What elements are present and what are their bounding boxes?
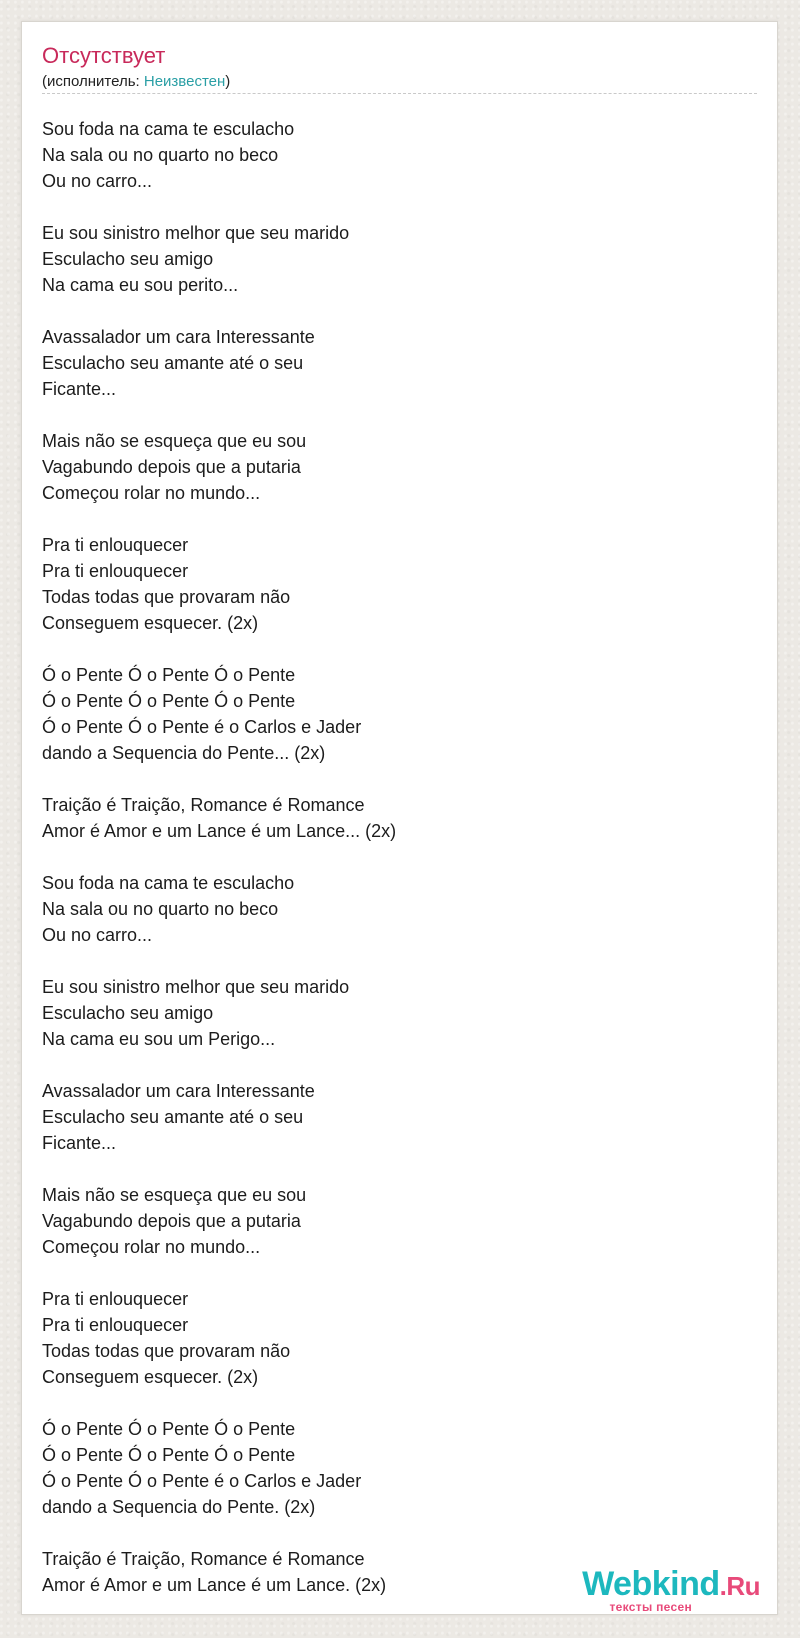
lyrics-line: Pra ti enlouquecer xyxy=(42,561,189,581)
lyrics-line: Ficante... xyxy=(42,379,117,399)
lyrics-line: Na sala ou no quarto no beco xyxy=(42,899,279,919)
lyrics-line: Pra ti enlouquecer xyxy=(42,535,189,555)
lyrics-line: Conseguem esquecer. (2x) xyxy=(42,1367,259,1387)
lyrics-line: Amor é Amor e um Lance é um Lance. (2x) xyxy=(42,1575,387,1595)
lyrics-line: Na sala ou no quarto no beco xyxy=(42,145,279,165)
lyrics-line: Traição é Traição, Romance é Romance xyxy=(42,795,365,815)
lyrics-stanza xyxy=(42,792,396,844)
lyrics-stanza xyxy=(42,1546,396,1598)
lyrics-line: Eu sou sinistro melhor que seu marido xyxy=(42,223,350,243)
lyrics-line: Pra ti enlouquecer xyxy=(42,1315,189,1335)
lyrics-stanza xyxy=(42,428,396,506)
lyrics-line: Começou rolar no mundo... xyxy=(42,1237,261,1257)
lyrics-line: Mais não se esqueça que eu sou xyxy=(42,1185,307,1205)
lyrics-line: dando a Sequencia do Pente... (2x) xyxy=(42,743,326,763)
logo-tagline: тексты песен xyxy=(609,1600,692,1614)
lyrics-line: Na cama eu sou um Perigo... xyxy=(42,1029,276,1049)
lyrics-line: Mais não se esqueça que eu sou xyxy=(42,431,307,451)
lyrics-line: Ó o Pente Ó o Pente Ó o Pente xyxy=(42,665,296,685)
lyrics-stanza xyxy=(42,220,396,298)
lyrics-stanza xyxy=(42,1078,396,1156)
lyrics-stanza xyxy=(42,324,396,402)
lyrics-line: Amor é Amor e um Lance é um Lance... (2x) xyxy=(42,821,397,841)
lyrics-stanza xyxy=(42,532,396,636)
lyrics-line: Começou rolar no mundo... xyxy=(42,483,261,503)
lyrics-stanza xyxy=(42,870,396,948)
lyrics-line: Conseguem esquecer. (2x) xyxy=(42,613,259,633)
artist-line xyxy=(42,73,230,91)
lyrics-line: Vagabundo depois que a putaria xyxy=(42,457,301,477)
lyrics-card xyxy=(21,21,778,1615)
artist-link[interactable]: Неизвестен xyxy=(143,73,226,90)
lyrics-line: dando a Sequencia do Pente. (2x) xyxy=(42,1497,316,1517)
lyrics-line: Todas todas que provaram não xyxy=(42,587,291,607)
logo-tld: .Ru xyxy=(719,1571,760,1601)
lyrics-line: Traição é Traição, Romance é Romance xyxy=(42,1549,365,1569)
lyrics-line: Ó o Pente Ó o Pente Ó o Pente xyxy=(42,1419,296,1439)
lyrics-line: Ou no carro... xyxy=(42,171,153,191)
lyrics-stanza xyxy=(42,1286,396,1390)
logo-name: Webkind xyxy=(582,1565,720,1603)
lyrics-line: Pra ti enlouquecer xyxy=(42,1289,189,1309)
lyrics-stanza xyxy=(42,974,396,1052)
lyrics-line: Ó o Pente Ó o Pente é o Carlos e Jader xyxy=(42,717,362,737)
lyrics-line: Sou foda na cama te esculacho xyxy=(42,119,295,139)
lyrics-line: Esculacho seu amigo xyxy=(42,249,214,269)
site-logo[interactable] xyxy=(560,1566,760,1622)
lyrics-text xyxy=(42,116,396,1624)
lyrics-line: Esculacho seu amante até o seu xyxy=(42,353,304,373)
lyrics-line: Na cama eu sou perito... xyxy=(42,275,239,295)
lyrics-line: Avassalador um cara Interessante xyxy=(42,327,315,347)
lyrics-line: Esculacho seu amigo xyxy=(42,1003,214,1023)
lyrics-line: Ó o Pente Ó o Pente Ó o Pente xyxy=(42,691,296,711)
lyrics-line: Vagabundo depois que a putaria xyxy=(42,1211,301,1231)
lyrics-stanza xyxy=(42,1182,396,1260)
lyrics-line: Todas todas que provaram não xyxy=(42,1341,291,1361)
logo-wordmark xyxy=(582,1566,760,1604)
lyrics-line: Sou foda na cama te esculacho xyxy=(42,873,295,893)
lyrics-line: Esculacho seu amante até o seu xyxy=(42,1107,304,1127)
artist-prefix: (исполнитель: xyxy=(42,73,144,90)
header-divider xyxy=(42,93,757,94)
song-title: Отсутствует xyxy=(42,43,166,68)
lyrics-stanza xyxy=(42,662,396,766)
lyrics-stanza xyxy=(42,1416,396,1520)
lyrics-line: Ó o Pente Ó o Pente é o Carlos e Jader xyxy=(42,1471,362,1491)
lyrics-line: Eu sou sinistro melhor que seu marido xyxy=(42,977,350,997)
artist-suffix: ) xyxy=(225,73,231,90)
lyrics-stanza xyxy=(42,116,396,194)
lyrics-line: Ficante... xyxy=(42,1133,117,1153)
lyrics-line: Avassalador um cara Interessante xyxy=(42,1081,315,1101)
lyrics-line: Ó o Pente Ó o Pente Ó o Pente xyxy=(42,1445,296,1465)
lyrics-line: Ou no carro... xyxy=(42,925,153,945)
